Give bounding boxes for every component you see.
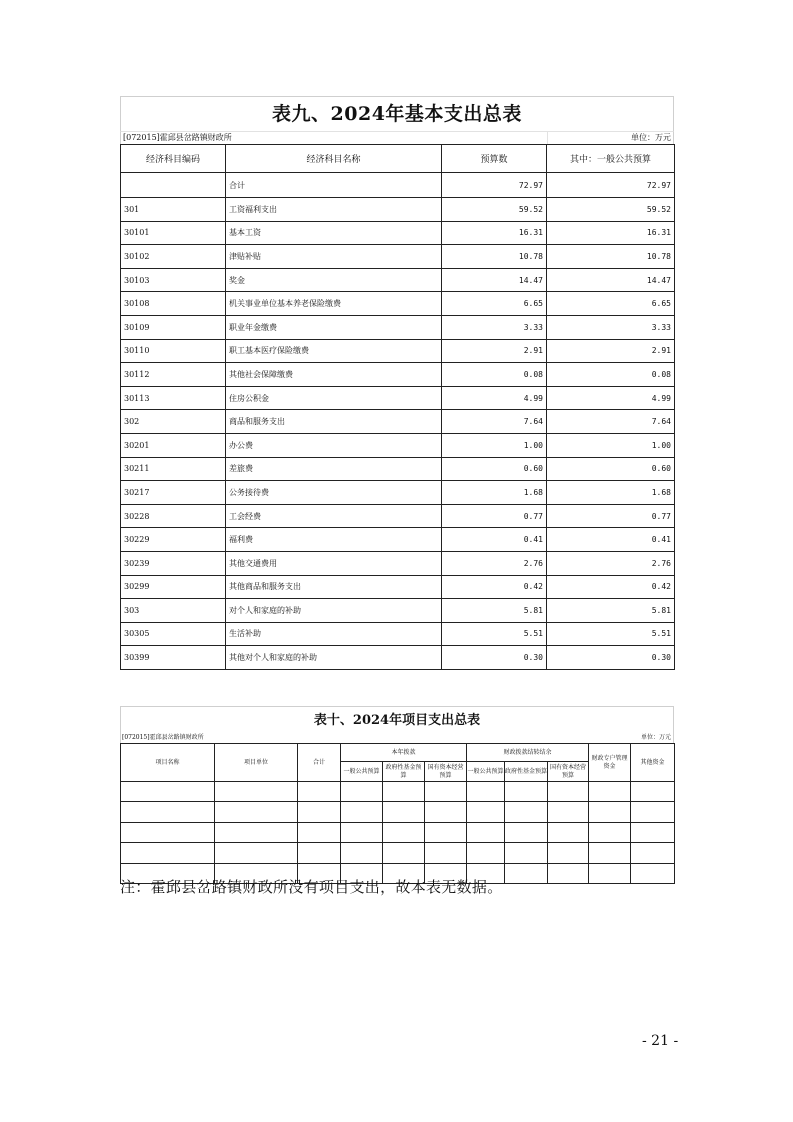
econ-code-cell: 30211 xyxy=(121,457,226,481)
empty-cell xyxy=(631,802,675,822)
econ-name-cell: 公务接待费 xyxy=(226,481,442,505)
table-row xyxy=(121,173,675,198)
econ-code-cell: 303 xyxy=(121,599,226,623)
empty-table-row xyxy=(121,843,675,863)
econ-name-cell: 其他商品和服务支出 xyxy=(226,575,442,599)
general-budget-cell: 16.31 xyxy=(547,221,675,245)
general-budget-cell: 1.68 xyxy=(547,481,675,505)
empty-cell xyxy=(631,822,675,842)
table10-unit: 单位：万元 xyxy=(640,734,671,741)
general-budget-cell: 2.76 xyxy=(547,551,675,575)
table9-meta-row xyxy=(120,131,674,144)
econ-name-cell: 工会经费 xyxy=(226,504,442,528)
econ-code-cell: 301 xyxy=(121,198,226,222)
econ-code-cell: 30217 xyxy=(121,481,226,505)
general-budget-cell: 5.51 xyxy=(547,622,675,646)
table10-title: 表十、2024年项目支出总表 xyxy=(120,706,674,733)
budget-cell: 72.97 xyxy=(442,173,547,198)
econ-code-cell: 30305 xyxy=(121,622,226,646)
table9-title: 表九、2024年基本支出总表 xyxy=(120,96,674,131)
header-current-year: 本年拨款 xyxy=(341,744,467,762)
general-budget-cell: 0.41 xyxy=(547,528,675,552)
empty-cell xyxy=(341,802,383,822)
table-row xyxy=(121,198,675,222)
econ-code-cell: 302 xyxy=(121,410,226,434)
empty-cell xyxy=(425,782,467,802)
econ-name-cell: 商品和服务支出 xyxy=(226,410,442,434)
budget-cell: 0.42 xyxy=(442,575,547,599)
table-row xyxy=(121,221,675,245)
budget-cell: 3.33 xyxy=(442,315,547,339)
table-row xyxy=(121,315,675,339)
table9-meta-divider xyxy=(547,132,548,144)
general-budget-cell: 2.91 xyxy=(547,339,675,363)
table-row xyxy=(121,410,675,434)
empty-cell xyxy=(121,802,215,822)
empty-cell xyxy=(298,843,341,863)
econ-code-cell: 30228 xyxy=(121,504,226,528)
no-data-note: 注：霍邱县岔路镇财政所没有项目支出，故本表无数据。 xyxy=(120,878,503,896)
header-total: 合计 xyxy=(298,744,341,782)
table-row xyxy=(121,386,675,410)
empty-cell xyxy=(548,863,589,883)
general-budget-cell: 3.33 xyxy=(547,315,675,339)
header-co-fund: 政府性基金预算 xyxy=(505,762,548,782)
empty-cell xyxy=(548,822,589,842)
empty-table-row xyxy=(121,782,675,802)
empty-cell xyxy=(341,782,383,802)
empty-cell xyxy=(548,802,589,822)
general-budget-cell: 0.42 xyxy=(547,575,675,599)
empty-cell xyxy=(467,843,505,863)
econ-name-cell: 住房公积金 xyxy=(226,386,442,410)
general-budget-cell: 0.77 xyxy=(547,504,675,528)
econ-name-cell: 合计 xyxy=(226,173,442,198)
empty-cell xyxy=(298,782,341,802)
empty-cell xyxy=(215,843,298,863)
header-cy-state: 国有资本经营预算 xyxy=(425,762,467,782)
budget-cell: 6.65 xyxy=(442,292,547,316)
empty-cell xyxy=(383,782,425,802)
econ-code-cell: 30299 xyxy=(121,575,226,599)
empty-cell xyxy=(215,802,298,822)
general-budget-cell: 14.47 xyxy=(547,268,675,292)
general-budget-cell: 5.81 xyxy=(547,599,675,623)
general-budget-cell: 72.97 xyxy=(547,173,675,198)
econ-name-cell: 津贴补贴 xyxy=(226,245,442,269)
econ-code-cell: 30239 xyxy=(121,551,226,575)
general-budget-cell: 7.64 xyxy=(547,410,675,434)
general-budget-cell: 10.78 xyxy=(547,245,675,269)
econ-code-cell: 30101 xyxy=(121,221,226,245)
table10-header-group-row xyxy=(121,744,675,762)
econ-name-cell: 其他交通费用 xyxy=(226,551,442,575)
table-row xyxy=(121,551,675,575)
econ-name-cell: 办公费 xyxy=(226,433,442,457)
budget-cell: 0.77 xyxy=(442,504,547,528)
empty-table-row xyxy=(121,822,675,842)
general-budget-cell: 0.60 xyxy=(547,457,675,481)
header-econ-code: 经济科目编码 xyxy=(121,145,226,173)
header-cy-general: 一般公共预算 xyxy=(341,762,383,782)
empty-cell xyxy=(467,802,505,822)
econ-name-cell: 其他对个人和家庭的补助 xyxy=(226,646,442,670)
econ-code-cell: 30113 xyxy=(121,386,226,410)
budget-cell: 16.31 xyxy=(442,221,547,245)
empty-cell xyxy=(121,822,215,842)
empty-cell xyxy=(589,822,631,842)
table-row xyxy=(121,575,675,599)
header-special-account: 财政专户管理资金 xyxy=(589,744,631,782)
econ-code-cell: 30110 xyxy=(121,339,226,363)
table9-body xyxy=(121,173,675,670)
empty-cell xyxy=(121,782,215,802)
budget-cell: 0.41 xyxy=(442,528,547,552)
table10-meta-row xyxy=(120,733,674,743)
general-budget-cell: 59.52 xyxy=(547,198,675,222)
general-budget-cell: 1.00 xyxy=(547,433,675,457)
header-budget: 预算数 xyxy=(442,145,547,173)
budget-cell: 0.30 xyxy=(442,646,547,670)
table-row xyxy=(121,292,675,316)
econ-code-cell: 30109 xyxy=(121,315,226,339)
econ-name-cell: 奖金 xyxy=(226,268,442,292)
econ-name-cell: 工资福利支出 xyxy=(226,198,442,222)
header-carryover: 财政拨款结转结余 xyxy=(467,744,589,762)
econ-name-cell: 生活补助 xyxy=(226,622,442,646)
header-general-budget: 其中：一般公共预算 xyxy=(547,145,675,173)
header-project-name: 项目名称 xyxy=(121,744,215,782)
empty-cell xyxy=(505,782,548,802)
empty-cell xyxy=(298,802,341,822)
empty-cell xyxy=(425,822,467,842)
header-econ-name: 经济科目名称 xyxy=(226,145,442,173)
table-row xyxy=(121,481,675,505)
econ-code-cell: 30399 xyxy=(121,646,226,670)
empty-cell xyxy=(505,802,548,822)
budget-cell: 1.68 xyxy=(442,481,547,505)
empty-cell xyxy=(505,843,548,863)
general-budget-cell: 6.65 xyxy=(547,292,675,316)
table-row xyxy=(121,504,675,528)
table-row xyxy=(121,245,675,269)
table-row xyxy=(121,646,675,670)
empty-cell xyxy=(341,822,383,842)
table-row xyxy=(121,363,675,387)
table-row xyxy=(121,339,675,363)
empty-cell xyxy=(548,843,589,863)
empty-cell xyxy=(589,843,631,863)
table10-body xyxy=(121,782,675,884)
page-number: - 21 - xyxy=(642,1033,679,1049)
header-project-unit: 项目单位 xyxy=(215,744,298,782)
empty-cell xyxy=(298,822,341,842)
econ-code-cell: 30103 xyxy=(121,268,226,292)
econ-code-cell: 30201 xyxy=(121,433,226,457)
econ-name-cell: 差旅费 xyxy=(226,457,442,481)
econ-name-cell: 职业年金缴费 xyxy=(226,315,442,339)
econ-code-cell: 30108 xyxy=(121,292,226,316)
table-row xyxy=(121,268,675,292)
budget-cell: 0.08 xyxy=(442,363,547,387)
econ-name-cell: 机关事业单位基本养老保险缴费 xyxy=(226,292,442,316)
empty-table-row xyxy=(121,802,675,822)
empty-cell xyxy=(467,822,505,842)
table-row xyxy=(121,457,675,481)
empty-cell xyxy=(505,822,548,842)
budget-cell: 5.81 xyxy=(442,599,547,623)
budget-cell: 2.76 xyxy=(442,551,547,575)
basic-expenditure-table-section xyxy=(120,96,674,670)
econ-code-cell xyxy=(121,173,226,198)
table9-header-row xyxy=(121,145,675,173)
budget-cell: 7.64 xyxy=(442,410,547,434)
header-co-state: 国有资本经营预算 xyxy=(548,762,589,782)
table-row xyxy=(121,599,675,623)
econ-name-cell: 职工基本医疗保险缴费 xyxy=(226,339,442,363)
budget-cell: 2.91 xyxy=(442,339,547,363)
budget-cell: 14.47 xyxy=(442,268,547,292)
econ-code-cell: 30102 xyxy=(121,245,226,269)
empty-cell xyxy=(631,863,675,883)
header-other-funds: 其他资金 xyxy=(631,744,675,782)
table-row xyxy=(121,433,675,457)
empty-cell xyxy=(631,843,675,863)
header-co-general: 一般公共预算 xyxy=(467,762,505,782)
empty-cell xyxy=(215,782,298,802)
econ-code-cell: 30229 xyxy=(121,528,226,552)
empty-cell xyxy=(121,843,215,863)
empty-cell xyxy=(341,843,383,863)
empty-cell xyxy=(467,782,505,802)
econ-name-cell: 其他社会保障缴费 xyxy=(226,363,442,387)
empty-cell xyxy=(631,782,675,802)
empty-cell xyxy=(383,843,425,863)
table9-org: [072015]霍邱县岔路镇财政所 xyxy=(123,133,232,142)
general-budget-cell: 0.08 xyxy=(547,363,675,387)
table-row xyxy=(121,528,675,552)
empty-cell xyxy=(425,802,467,822)
general-budget-cell: 4.99 xyxy=(547,386,675,410)
empty-cell xyxy=(425,843,467,863)
table9-unit: 单位：万元 xyxy=(631,133,671,142)
budget-cell: 5.51 xyxy=(442,622,547,646)
empty-cell xyxy=(589,863,631,883)
econ-name-cell: 对个人和家庭的补助 xyxy=(226,599,442,623)
budget-cell: 1.00 xyxy=(442,433,547,457)
empty-cell xyxy=(589,782,631,802)
budget-cell: 4.99 xyxy=(442,386,547,410)
table10-org: [072015]霍邱县岔路镇财政所 xyxy=(122,734,204,741)
project-expenditure-table-section xyxy=(120,706,674,884)
budget-cell: 59.52 xyxy=(442,198,547,222)
table-row xyxy=(121,622,675,646)
empty-cell xyxy=(505,863,548,883)
header-cy-fund: 政府性基金预算 xyxy=(383,762,425,782)
empty-cell xyxy=(215,822,298,842)
econ-name-cell: 基本工资 xyxy=(226,221,442,245)
general-budget-cell: 0.30 xyxy=(547,646,675,670)
empty-cell xyxy=(383,822,425,842)
budget-cell: 10.78 xyxy=(442,245,547,269)
budget-cell: 0.60 xyxy=(442,457,547,481)
empty-cell xyxy=(589,802,631,822)
project-expenditure-table xyxy=(120,743,675,884)
empty-cell xyxy=(548,782,589,802)
empty-cell xyxy=(383,802,425,822)
basic-expenditure-table xyxy=(120,144,675,670)
econ-name-cell: 福利费 xyxy=(226,528,442,552)
econ-code-cell: 30112 xyxy=(121,363,226,387)
